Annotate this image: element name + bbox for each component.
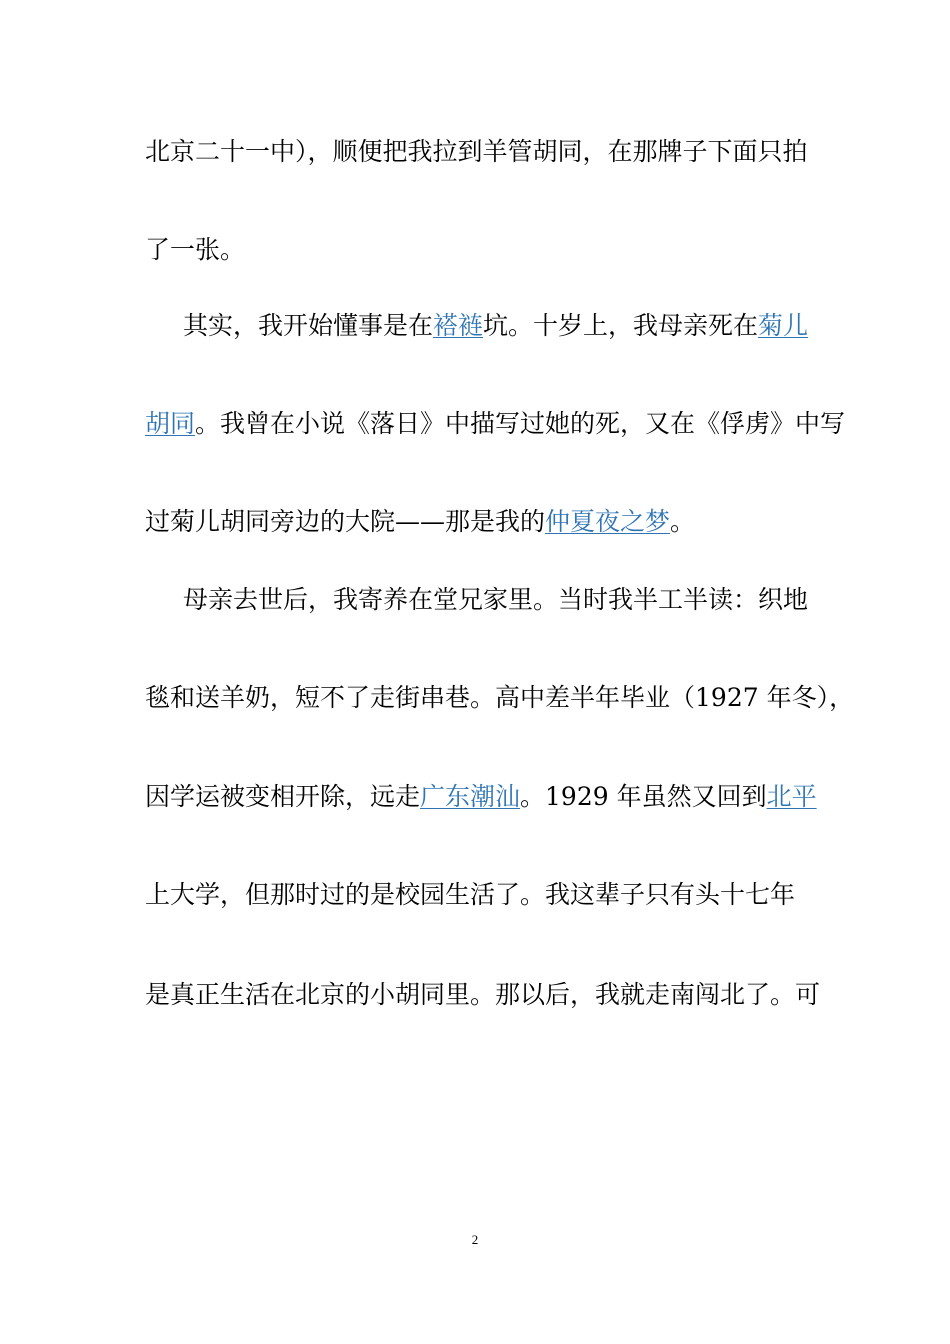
text-run: 。: [670, 507, 696, 536]
text-run: 。我曾在小说《落日》中描写过她的死，又在《俘虏》中写: [195, 409, 846, 438]
text-run: 是真正生活在北京的小胡同里。那以后，我就走南闯北了。可: [145, 980, 821, 1009]
link-juer-hutong-cont[interactable]: 胡同: [145, 409, 196, 438]
text-run: 过菊儿胡同旁边的大院——那是我的: [145, 507, 546, 536]
text-run: 。1929 年虽然又回到: [520, 782, 767, 811]
page-number: 2: [471, 1232, 479, 1247]
link-midsummer-dream[interactable]: 仲夏夜之梦: [545, 507, 671, 536]
text-line: [145, 506, 825, 538]
text-line: [145, 408, 846, 440]
text-line: [145, 682, 855, 714]
text-run: 毯和送羊奶，短不了走街串巷。高中差半年毕业（1927 年冬），: [145, 683, 855, 712]
text-line: [145, 879, 825, 911]
text-line: [145, 234, 825, 266]
text-run: 因学运被变相开除，远走: [145, 782, 421, 811]
link-beiping[interactable]: 北平: [766, 782, 817, 811]
text-run: 坑。十岁上，我母亲死在: [483, 311, 759, 340]
link-juer-hutong[interactable]: 菊儿: [758, 311, 809, 340]
text-line: [145, 781, 825, 813]
text-line: [145, 136, 825, 168]
text-run: 其实，我开始懂事是在: [183, 311, 434, 340]
text-run: 上大学，但那时过的是校园生活了。我这辈子只有头十七年: [145, 880, 796, 909]
text-run: 北京二十一中），顺便把我拉到羊管胡同，在那牌子下面只拍: [145, 137, 808, 166]
text-run: 了一张。: [145, 235, 246, 264]
text-run: 母亲去世后，我寄养在堂兄家里。当时我半工半读：织地: [183, 585, 809, 614]
text-line: [183, 310, 863, 342]
text-line: [183, 584, 863, 616]
link-guangdong-chaoshan[interactable]: 广东潮汕: [420, 782, 521, 811]
link-dalian[interactable]: 褡裢: [433, 311, 484, 340]
text-line: [145, 979, 825, 1011]
